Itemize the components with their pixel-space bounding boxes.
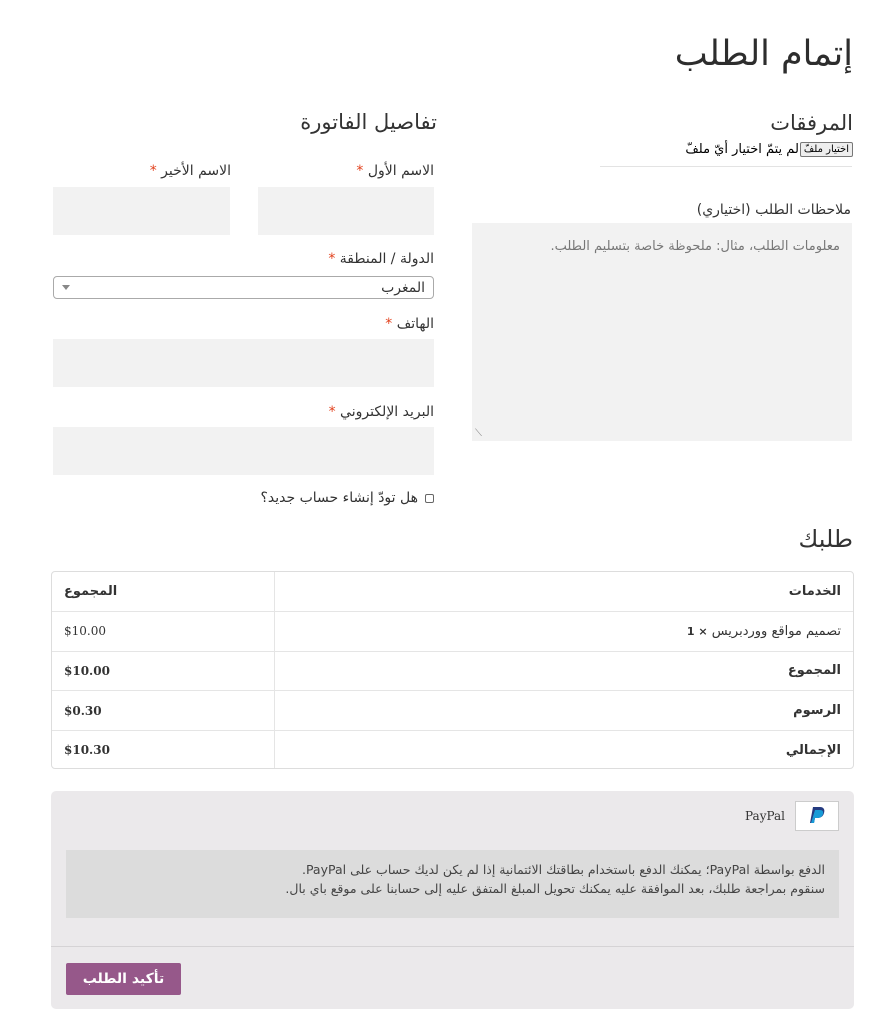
choose-file-button[interactable]: اختيار ملفّ (800, 142, 853, 157)
last-name-label: الاسم الأخير * (149, 163, 231, 179)
service-column-header: الخدمات (275, 572, 853, 612)
place-order-button[interactable]: تأكيد الطلب (66, 963, 181, 995)
payment-description-line2: سنقوم بمراجعة طلبك، بعد الموافقة عليه يمكنك تحويل المبلغ المتفق عليه إلى حسابنا على موقع باي بال. (285, 881, 825, 897)
order-item-cell (275, 612, 853, 652)
first-name-label: الاسم الأول * (356, 163, 434, 179)
create-account-row (260, 490, 434, 506)
order-notes-placeholder: معلومات الطلب، مثال: ملحوظة خاصة بتسليم الطلب. (550, 239, 840, 254)
payment-description-line1: الدفع بواسطة PayPal؛ يمكنك الدفع باستخدام بطاقتك الائتمانية إذا لم يكن لديك حساب على PayPal. (301, 862, 825, 877)
order-notes-label: ملاحظات الطلب (اختياري) (696, 202, 851, 218)
page-title: إتمام الطلب (674, 34, 853, 74)
item-total: $10.00 (52, 612, 275, 652)
payment-method-row[interactable] (745, 801, 839, 831)
last-name-field[interactable] (53, 187, 230, 235)
item-name: تصميم مواقع ووردبريس (711, 623, 841, 639)
country-select-value: المغرب (381, 279, 425, 296)
create-account-checkbox[interactable] (425, 494, 434, 503)
total-column-header: المجموع (52, 572, 275, 612)
email-field[interactable] (53, 427, 434, 475)
paypal-logo-icon (795, 801, 839, 831)
grand-total-label: الإجمالي (275, 730, 853, 769)
order-notes-textarea[interactable] (472, 223, 852, 441)
chevron-down-icon (62, 285, 70, 290)
fees-value: $0.30 (52, 691, 275, 731)
fees-label: الرسوم (275, 691, 853, 731)
grand-total-value: $10.30 (64, 743, 110, 758)
create-account-label: هل تودّ إنشاء حساب جديد؟ (260, 490, 418, 506)
subtotal-value: $10.00 (52, 651, 275, 691)
first-name-field[interactable] (258, 187, 434, 235)
file-input (685, 142, 853, 157)
email-label: البريد الإلكتروني * (328, 404, 434, 420)
attachments-title: المرفقات (770, 111, 853, 135)
table-row (52, 612, 853, 652)
payment-divider (51, 946, 854, 947)
billing-title: تفاصيل الفاتورة (300, 110, 437, 134)
table-row (52, 651, 853, 691)
country-select[interactable] (53, 276, 434, 299)
payment-method-name: PayPal (745, 809, 785, 823)
payment-description (66, 850, 839, 918)
item-quantity: × 1 (686, 624, 708, 638)
subtotal-label: المجموع (275, 651, 853, 691)
phone-field[interactable] (53, 339, 434, 387)
table-row (52, 572, 853, 612)
order-title: طلبك (798, 525, 853, 553)
resize-handle-icon[interactable]: ⟋ (475, 428, 482, 439)
attachments-divider (600, 166, 852, 167)
table-row (52, 730, 853, 769)
file-status-text: لم يتمّ اختيار أيّ ملفّ (685, 142, 799, 157)
order-table (51, 571, 854, 769)
table-row (52, 691, 853, 731)
country-label: الدولة / المنطقة * (328, 251, 434, 267)
phone-label: الهاتف * (385, 316, 434, 332)
